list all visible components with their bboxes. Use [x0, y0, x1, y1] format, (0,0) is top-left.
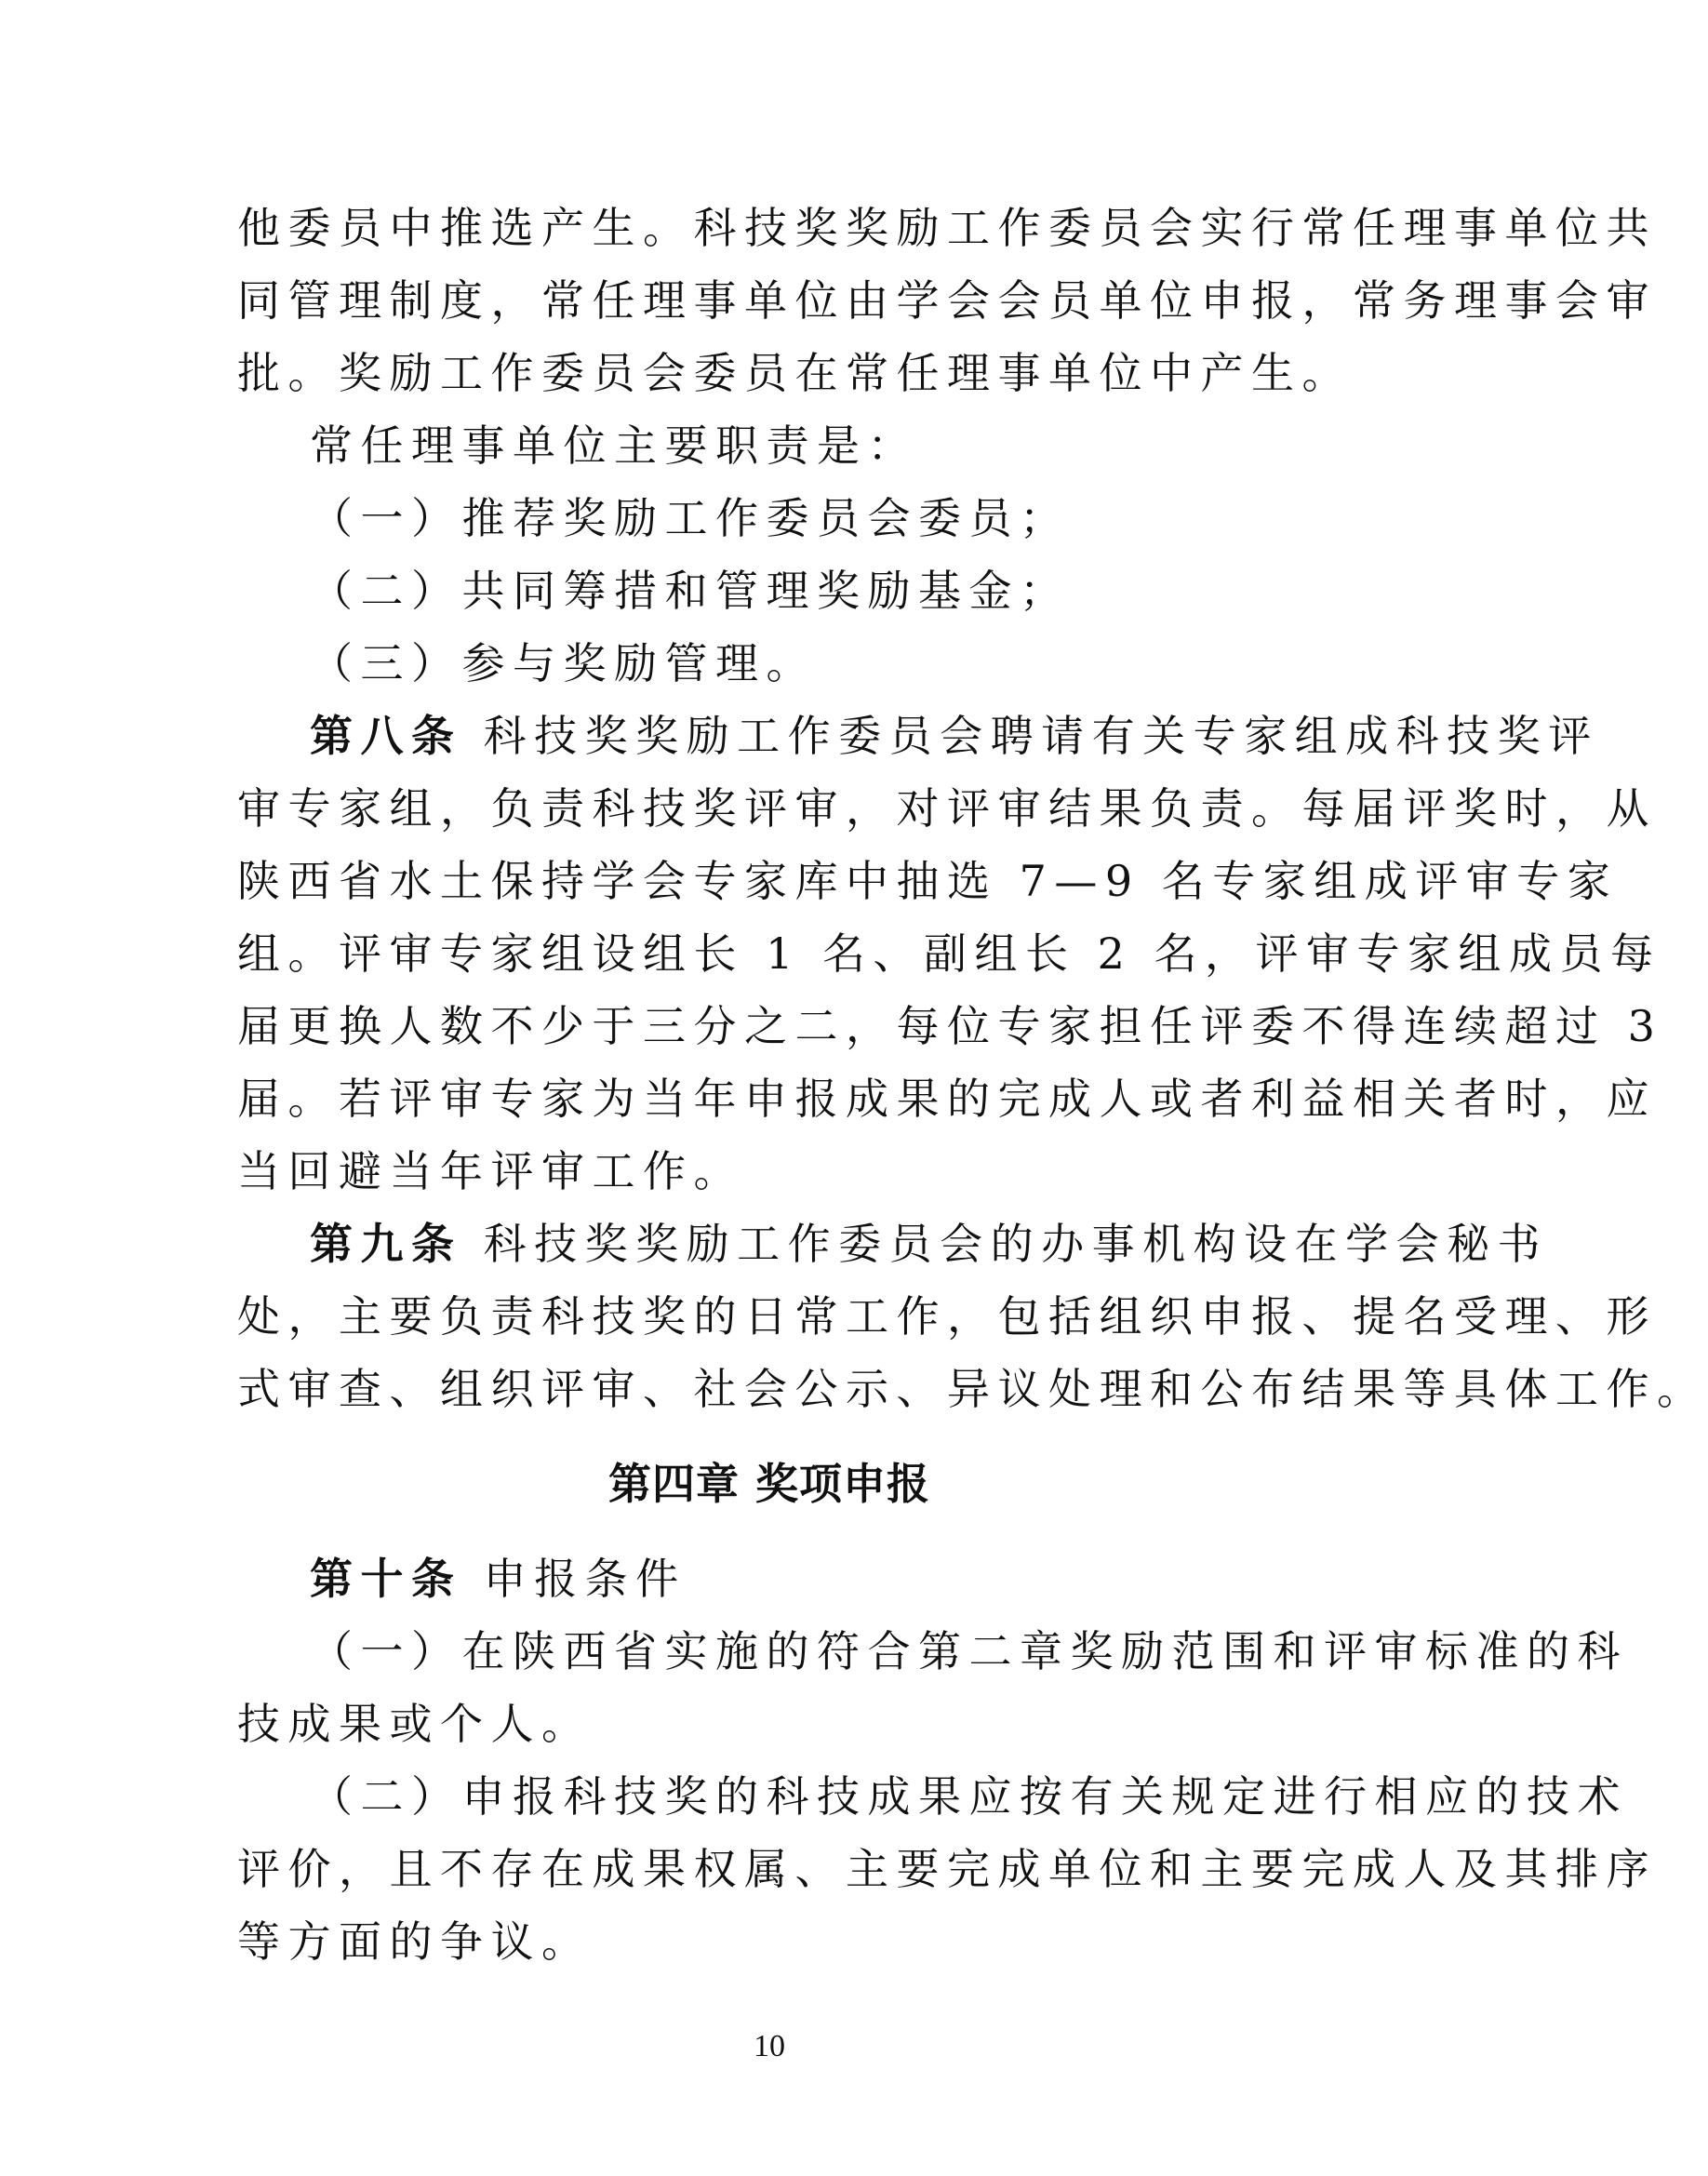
text-line: 式审查、组织评审、社会公示、异议处理和公布结果等具体工作。 — [237, 1364, 1708, 1414]
text-line: 评价，且不存在成果权属、主要完成单位和主要完成人及其排序 — [237, 1844, 1657, 1894]
text-line: 陕西省水土保持学会专家库中抽选 7—9 名专家组成评审专家 — [237, 856, 1619, 906]
text-line: 技成果或个人。 — [237, 1699, 593, 1749]
text-line: 科技奖奖励工作委员会的办事机构设在学会秘书 — [483, 1219, 1549, 1269]
chapter-heading: 第四章 奖项申报 — [607, 1459, 930, 1509]
text-line: 等方面的争议。 — [237, 1916, 593, 1967]
article-10-label: 第十条 — [310, 1554, 462, 1604]
page-number: 10 — [754, 2029, 785, 2063]
article-9-label: 第九条 — [310, 1219, 462, 1269]
article-10-paragraph — [310, 1551, 1307, 1607]
text-line: 审专家组，负责科技奖评审，对评审结果负责。每届评奖时，从 — [237, 783, 1657, 834]
article-8-label: 第八条 — [310, 711, 462, 761]
text-line: 届更换人数不少于三分之二，每位专家担任评委不得连续超过 3 — [237, 1001, 1663, 1051]
list-item: （一）在陕西省实施的符合第二章奖励范围和评审标准的科 — [310, 1626, 1628, 1676]
text-line: 申报条件 — [483, 1554, 687, 1604]
list-item: （二）申报科技奖的科技成果应按有关规定进行相应的技术 — [310, 1771, 1628, 1822]
text-line: 常任理事单位主要职责是： — [310, 421, 918, 471]
text-line: 当回避当年评审工作。 — [237, 1146, 744, 1196]
list-item: （一）推荐奖励工作委员会委员； — [310, 493, 1071, 543]
text-line: 组。评审专家组设组长 1 名、副组长 2 名，评审专家组成员每 — [237, 928, 1661, 979]
text-line: 他委员中推选产生。科技奖奖励工作委员会实行常任理事单位共 — [237, 203, 1657, 253]
text-line: 科技奖奖励工作委员会聘请有关专家组成科技奖评 — [483, 711, 1599, 761]
list-item: （三）参与奖励管理。 — [310, 638, 817, 688]
text-line: 批。奖励工作委员会委员在常任理事单位中产生。 — [237, 348, 1353, 398]
text-line: 处，主要负责科技奖的日常工作，包括组织申报、提名受理、形 — [237, 1291, 1657, 1342]
article-9-paragraph — [310, 1216, 1549, 1272]
text-line: 届。若评审专家为当年申报成果的完成人或者利益相关者时，应 — [237, 1074, 1657, 1124]
article-8-paragraph — [310, 708, 1599, 764]
list-item: （二）共同筹措和管理奖励基金； — [310, 566, 1071, 616]
text-line: 同管理制度，常任理事单位由学会会员单位申报，常务理事会审 — [237, 275, 1657, 326]
